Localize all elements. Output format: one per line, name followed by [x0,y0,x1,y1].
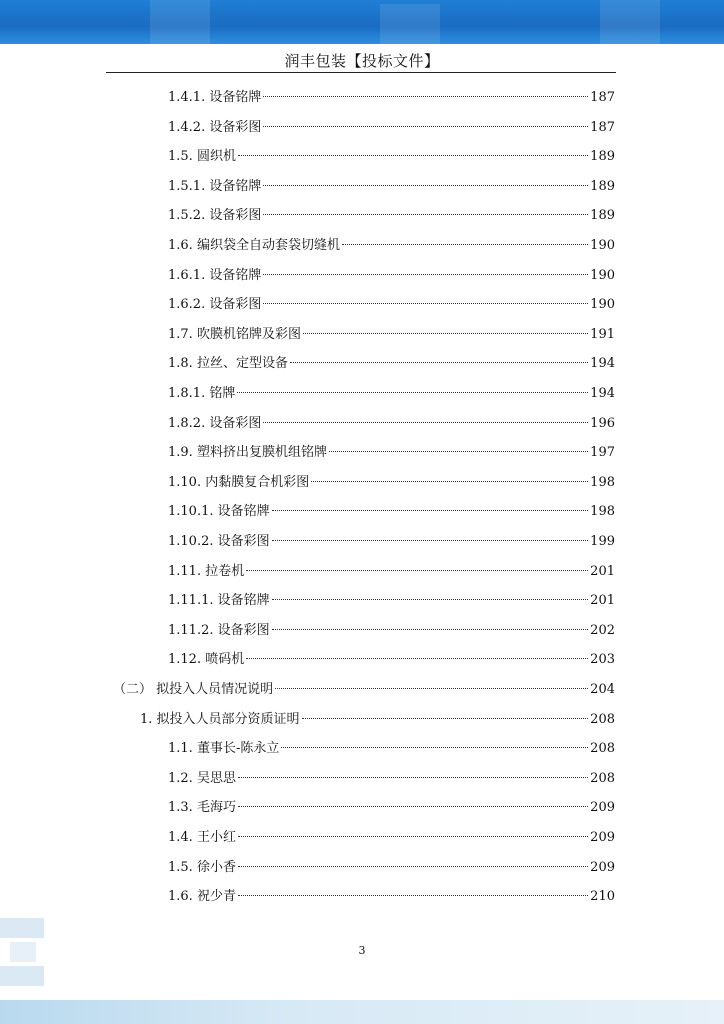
toc-dot-leader [272,599,589,600]
toc-dot-leader [263,185,588,186]
toc-entry[interactable] [168,88,615,108]
toc-entry-label: 1.10. 内黏膜复合机彩图 [168,475,310,490]
toc-entry-label: 1.11. 拉卷机 [168,564,245,579]
toc-dot-leader [237,392,588,393]
toc-entry-label: 1.6. 祝少青 [168,889,236,904]
toc-entry-label: 1.6. 编织袋全自动套袋切缝机 [168,238,340,253]
toc-entry[interactable] [140,710,615,730]
toc-dot-leader [303,333,588,334]
toc-entry-label: 1.9. 塑料挤出复膜机组铭牌 [168,445,327,460]
toc-dot-leader [272,629,589,630]
toc-entry[interactable] [113,680,615,700]
toc-dot-leader [238,895,588,896]
toc-entry[interactable] [168,118,615,138]
toc-dot-leader [272,510,589,511]
toc-dot-leader [302,718,589,719]
page-number: 3 [358,944,366,957]
toc-entry-page: 189 [590,179,615,194]
toc-dot-leader [329,451,588,452]
toc-entry-label: 1.6.2. 设备彩图 [168,297,262,312]
toc-entry[interactable] [168,858,615,878]
toc-entry[interactable] [168,621,615,641]
toc-entry-page: 208 [590,712,615,727]
bottom-band [0,1000,724,1024]
toc-entry[interactable] [168,354,615,374]
toc-entry[interactable] [168,147,615,167]
toc-entry[interactable] [168,591,615,611]
toc-entry[interactable] [168,236,615,256]
toc-entry-page: 190 [590,268,615,283]
toc-entry-page: 204 [590,682,615,697]
toc-entry-label: 1.5. 圆织机 [168,149,236,164]
toc-dot-leader [263,422,588,423]
toc-entry-page: 199 [590,534,615,549]
toc-entry-page: 209 [590,830,615,845]
toc-entry-page: 202 [590,623,615,638]
toc-entry-label: 1.4. 王小红 [168,830,236,845]
toc-entry[interactable] [168,384,615,404]
toc-entry-label: 1.1. 董事长-陈永立 [168,741,280,756]
toc-dot-leader [342,244,588,245]
toc-entry-page: 198 [590,475,615,490]
banner-deco-square [150,0,210,44]
toc-entry-label: 1.11.1. 设备铭牌 [168,593,270,608]
toc-entry-page: 189 [590,208,615,223]
toc-entry-label: 1.6.1. 设备铭牌 [168,268,262,283]
toc-entry[interactable] [168,502,615,522]
toc-dot-leader [263,214,588,215]
toc-entry[interactable] [168,798,615,818]
toc-entry[interactable] [168,532,615,552]
toc-entry-page: 203 [590,652,615,667]
toc-entry-label: 1.11.2. 设备彩图 [168,623,270,638]
toc-entry[interactable] [168,266,615,286]
toc-dot-leader [263,303,588,304]
toc-entry[interactable] [168,414,615,434]
toc-entry-page: 208 [590,771,615,786]
toc-entry-label: 1.8.1. 铭牌 [168,386,236,401]
toc-dot-leader [246,658,588,659]
toc-entry-page: 189 [590,149,615,164]
toc-dot-leader [246,570,588,571]
corner-deco [0,918,44,938]
toc-dot-leader [238,806,588,807]
document-header-title: 润丰包装【投标文件】 [284,52,440,70]
toc-entry-label: 1.5.2. 设备彩图 [168,208,262,223]
toc-entry[interactable] [168,739,615,759]
toc-entry-page: 209 [590,800,615,815]
toc-dot-leader [272,540,589,541]
toc-entry-page: 187 [590,120,615,135]
toc-entry[interactable] [168,473,615,493]
toc-entry[interactable] [168,325,615,345]
toc-dot-leader [238,836,588,837]
toc-entry-label: （二） 拟投入人员情况说明 [113,682,274,697]
toc-entry-page: 196 [590,416,615,431]
toc-entry-label: 1.10.2. 设备彩图 [168,534,270,549]
toc-dot-leader [238,866,588,867]
toc-entry[interactable] [168,828,615,848]
banner-deco-square [600,0,660,44]
toc-entry[interactable] [168,177,615,197]
toc-entry[interactable] [168,295,615,315]
toc-entry-page: 191 [590,327,615,342]
toc-dot-leader [238,155,588,156]
toc-entry-label: 1.5.1. 设备铭牌 [168,179,262,194]
header-rule [106,72,616,73]
toc-entry-page: 208 [590,741,615,756]
toc-entry-label: 1.7. 吹膜机铭牌及彩图 [168,327,301,342]
toc-entry[interactable] [168,769,615,789]
toc-entry[interactable] [168,443,615,463]
toc-entry-page: 210 [590,889,615,904]
toc-dot-leader [281,747,588,748]
toc-dot-leader [311,481,588,482]
toc-entry-label: 1. 拟投入人员部分资质证明 [140,712,300,727]
toc-dot-leader [263,96,588,97]
toc-entry-page: 201 [590,564,615,579]
toc-dot-leader [263,126,588,127]
toc-entry-page: 201 [590,593,615,608]
corner-deco [0,966,44,986]
toc-entry-label: 1.8. 拉丝、定型设备 [168,356,288,371]
toc-entry-label: 1.2. 吴思思 [168,771,236,786]
toc-entry-page: 187 [590,90,615,105]
toc-entry-page: 194 [590,356,615,371]
toc-entry[interactable] [168,887,615,907]
toc-entry[interactable] [168,206,615,226]
toc-entry-label: 1.5. 徐小香 [168,860,236,875]
toc-entry-label: 1.12. 喷码机 [168,652,245,667]
toc-entry-label: 1.4.1. 设备铭牌 [168,90,262,105]
banner-deco-square [380,4,440,44]
toc-dot-leader [275,688,588,689]
toc-dot-leader [290,362,588,363]
toc-dot-leader [238,777,588,778]
toc-entry-page: 198 [590,504,615,519]
toc-entry-label: 1.10.1. 设备铭牌 [168,504,270,519]
corner-deco [10,942,36,962]
toc-dot-leader [263,274,588,275]
toc-entry-page: 190 [590,238,615,253]
toc-entry-page: 194 [590,386,615,401]
toc-entry-page: 190 [590,297,615,312]
top-banner [0,0,724,44]
toc-entry-page: 209 [590,860,615,875]
toc-entry-label: 1.8.2. 设备彩图 [168,416,262,431]
toc-entry-label: 1.4.2. 设备彩图 [168,120,262,135]
toc-entry[interactable] [168,650,615,670]
toc-entry[interactable] [168,562,615,582]
toc-entry-label: 1.3. 毛海巧 [168,800,236,815]
toc-entry-page: 197 [590,445,615,460]
